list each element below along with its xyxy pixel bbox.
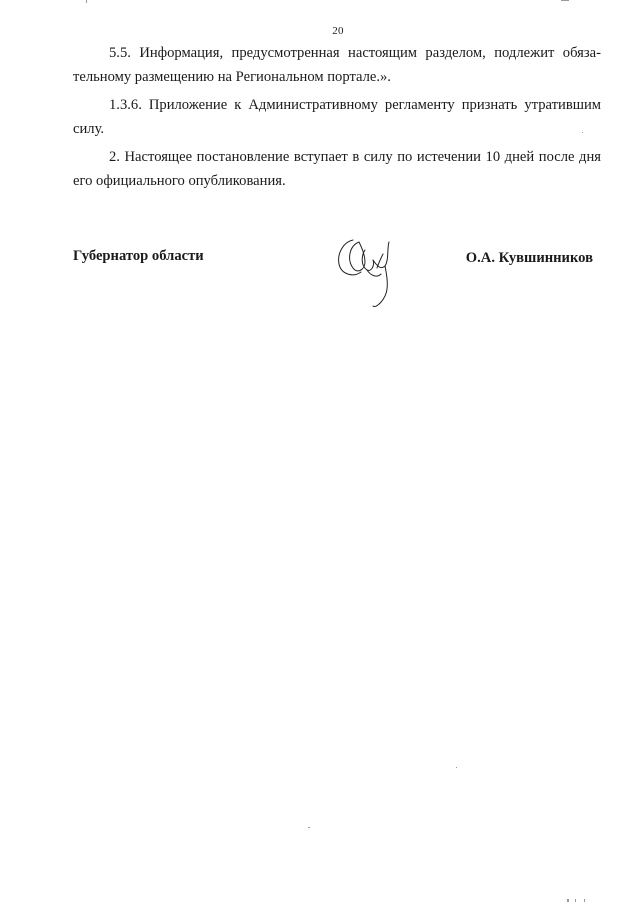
paragraph-5-5: 5.5. Информация, предусмотренная настоящим разделом, подлежит обязательному размещению на Региональном портале.». bbox=[73, 45, 601, 85]
signatory-position: Губернатор области bbox=[73, 248, 204, 264]
signature-block bbox=[73, 232, 593, 322]
paragraph-2: 2. Настоящее постановление вступает в силу по истечении 10 дней после дня его официального опубликования. bbox=[73, 149, 601, 189]
handwritten-signature bbox=[331, 232, 401, 312]
signatory-name: О.А. Кувшинников bbox=[465, 250, 593, 266]
document-body bbox=[73, 41, 601, 197]
paragraph-1-3-6: 1.3.6. Приложение к Административному регламенту признать утратившим силу. bbox=[73, 97, 601, 137]
page-number: 20 bbox=[332, 25, 344, 37]
